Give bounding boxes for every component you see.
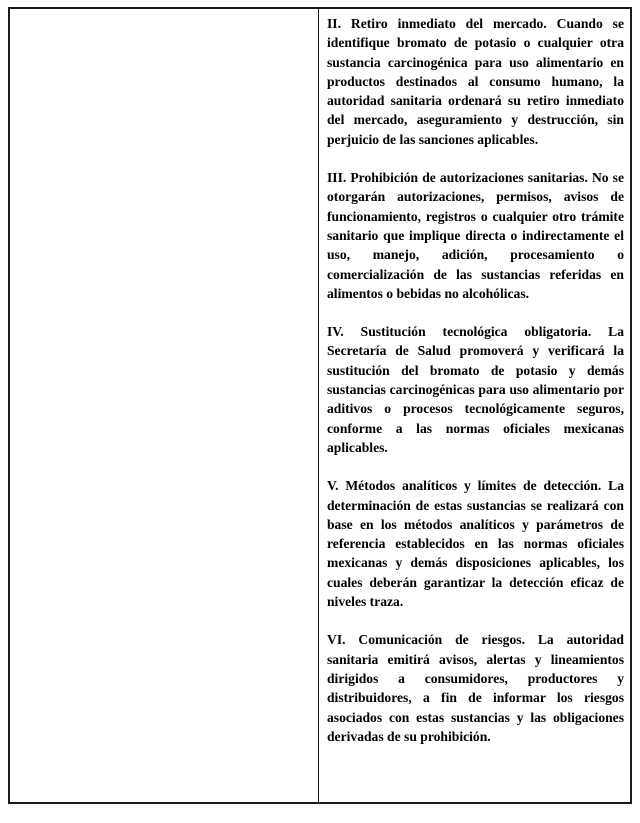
table-cell-right [319, 9, 630, 802]
legal-paragraph-ii-retiro-inmediato: II. Retiro inmediato del mercado. Cuando se identifique bromato de potasio o cualquier otra sustancia carcinogénica para uso alimentario en productos destinados al consumo humano, la autoridad sanitaria ordenará su retiro inmediato del mercado, aseguramiento y destrucción, sin perjuicio de las sanciones aplicables. [327, 16, 624, 147]
table-cell-left-empty [10, 9, 319, 802]
legal-paragraph-vi-comunicacion-riesgos: VI. Comunicación de riesgos. La autoridad sanitaria emitirá avisos, alertas y lineamientos dirigidos a consumidores, productores y distribuidores, a fin de informar los riesgos asociados con estas sustancias y las obligaciones derivadas de su prohibición. [327, 632, 624, 744]
legal-paragraph-iii-prohibicion-autorizaciones: III. Prohibición de autorizaciones sanitarias. No se otorgarán autorizaciones, permisos, avisos de funcionamiento, registros o cualquier otro trámite sanitario que implique directa o indirectamente el uso, manejo, adición, procesamiento o comercialización de las sustancias referidas en alimentos o bebidas no alcohólicas. [327, 170, 624, 301]
legal-paragraph-iv-sustitucion-tecnologica: IV. Sustitución tecnológica obligatoria. La Secretaría de Salud promoverá y verificará la sustitución del bromato de potasio y demás sustancias carcinogénicas para uso alimentario por aditivos o procesos tecnológicamente seguros, conforme a las normas oficiales mexicanas aplicables. [327, 324, 624, 455]
content-table [8, 7, 632, 804]
legal-paragraph-v-metodos-analiticos: V. Métodos analíticos y límites de detección. La determinación de estas sustancias se realizará con base en los métodos analíticos y parámetros de referencia establecidos en las normas oficiales mexicanas y demás disposiciones aplicables, los cuales deberán garantizar la detección eficaz de niveles traza. [327, 478, 624, 610]
